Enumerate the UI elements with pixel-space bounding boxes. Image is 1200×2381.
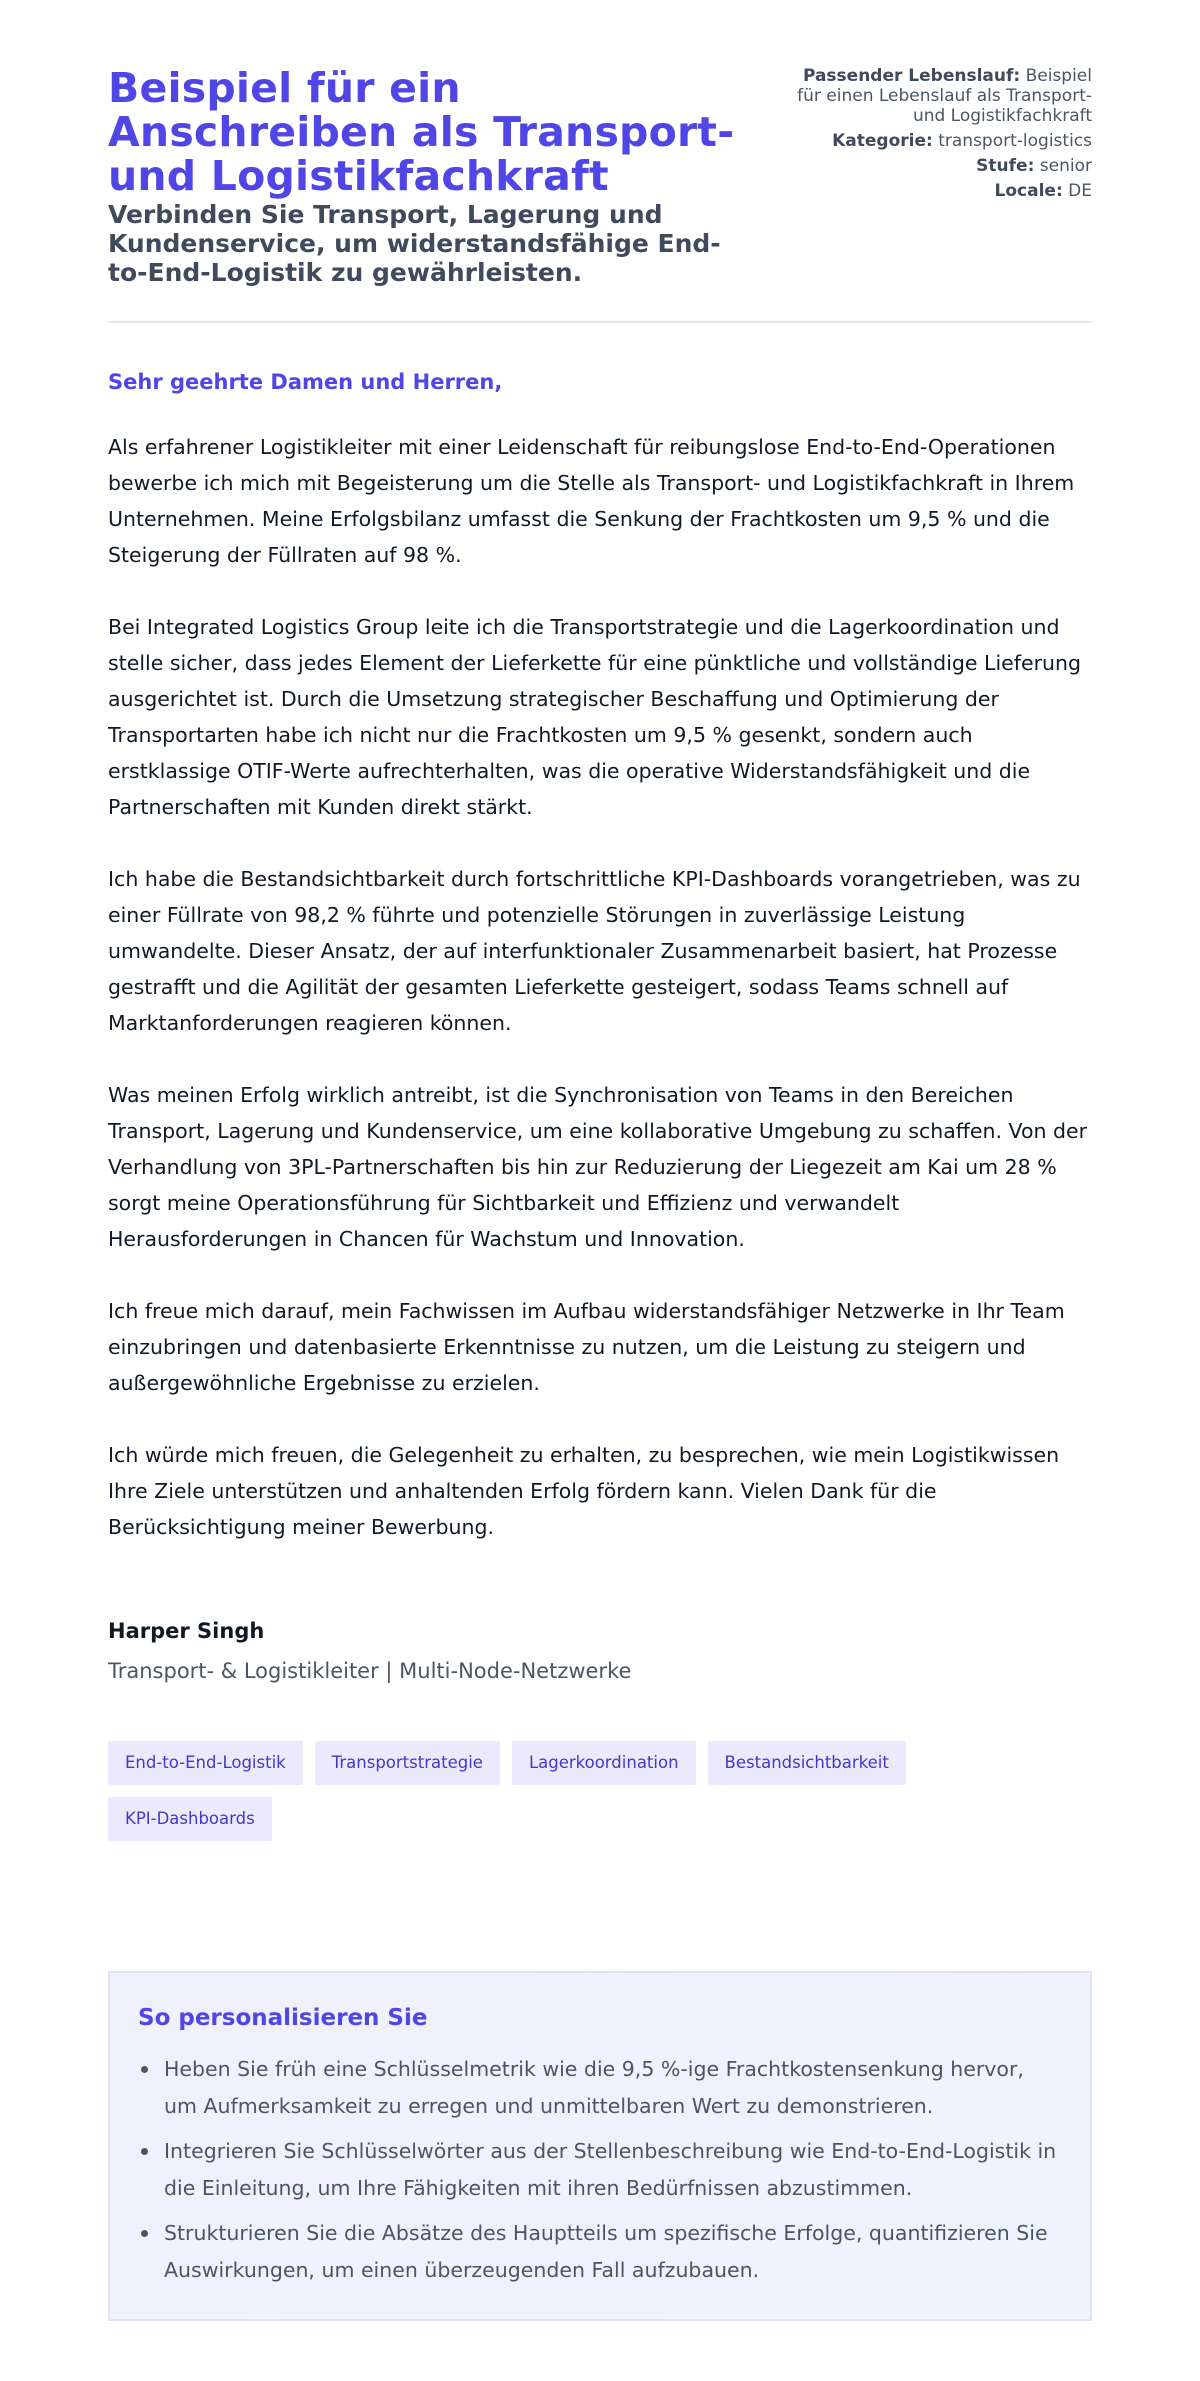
letter-paragraph: Ich freue mich darauf, mein Fachwissen im Aufbau widerstandsfähiger Netzwerke in Ihr Team einzubringen und datenbasierte Erkenntnisse zu nutzen, um die Leistung zu steigern und außergewöhnliche Ergebnisse zu erzielen. [108,1299,1065,1395]
page-header [108,66,1092,323]
signature-name: Harper Singh [108,1619,265,1643]
tip-item [138,2215,1060,2289]
bullet-icon [141,2230,148,2237]
tip-text: Integrieren Sie Schlüsselwörter aus der Stellenbeschreibung wie End-to-End-Logistik in die Einleitung, um Ihre Fähigkeiten mit ihren Bedürfnissen abzustimmen. [164,2139,1057,2200]
meta-level-value: senior [1039,156,1092,176]
skill-tag: KPI-Dashboards [108,1797,272,1841]
letter-paragraph: Ich habe die Bestandsichtbarkeit durch fortschrittliche KPI-Dashboards vorangetrieben, was zu einer Füllrate von 98,2 % führte und potenzielle Störungen in zuverlässige Leistung umwandelte. Dieser Ansatz, der auf interfunktionaler Zusammenarbeit basiert, hat Prozesse gestrafft und die Agilität der gesamten Lieferkette gesteigert, sodass Teams schnell auf Marktanforderungen reagieren können. [108,867,1081,1035]
tip-item [138,2051,1060,2125]
bullet-icon [141,2066,148,2073]
meta-resume-value: Beispiel für einen Lebenslauf als Transport- und Logistikfachkraft [797,66,1092,126]
meta-info [792,66,1092,206]
signature-block [108,1617,1092,1685]
meta-resume [792,66,1092,126]
personalization-tips [108,1971,1092,2321]
meta-locale [792,181,1092,201]
bullet-icon [141,2148,148,2155]
tip-text: Strukturieren Sie die Absätze des Hauptteils um spezifische Erfolge, quantifizieren Sie Auswirkungen, um einen überzeugenden Fall aufzubauen. [164,2221,1048,2282]
signature-title: Transport- & Logistikleiter | Multi-Node-Netzwerke [108,1659,632,1683]
meta-locale-value: DE [1068,181,1092,201]
letter-body [108,323,1092,1685]
meta-resume-label: Passender Lebenslauf: [802,66,1021,86]
letter-paragraph: Was meinen Erfolg wirklich antreibt, ist die Synchronisation von Teams in den Bereichen Transport, Lagerung und Kundenservice, um eine kollaborative Umgebung zu schaffen. Von der Verhandlung von 3PL-Partnerschaften bis hin zur Reduzierung der Liegezeit am Kai um 28 % sorgt meine Operationsführung für Sichtbarkeit und Effizienz und verwandelt Herausforderungen in Chancen für Wachstum und Innovation. [108,1083,1088,1251]
meta-category [792,131,1092,151]
tips-title: So personalisieren Sie [138,2005,428,2031]
meta-locale-label: Locale: [994,181,1063,201]
letter-paragraph: Ich würde mich freuen, die Gelegenheit zu erhalten, zu besprechen, wie mein Logistikwissen Ihre Ziele unterstützen und anhaltenden Erfolg fördern kann. Vielen Dank für die Berücksichtigung meiner Bewerbung. [108,1443,1060,1539]
meta-level [792,156,1092,176]
letter-paragraph: Bei Integrated Logistics Group leite ich die Transportstrategie und die Lagerkoordination und stelle sicher, dass jedes Element der Lieferkette für eine pünktliche und vollständige Lieferung ausgerichtet ist. Durch die Umsetzung strategischer Beschaffung und Optimierung der Transportarten habe ich nicht nur die Frachtkosten um 9,5 % gesenkt, sondern auch erstklassige OTIF-Werte aufrechterhalten, was die operative Widerstandsfähigkeit und die Partnerschaften mit Kunden direkt stärkt. [108,615,1082,819]
meta-level-label: Stufe: [976,156,1035,176]
page-subtitle: Verbinden Sie Transport, Lagerung und Kundenservice, um widerstandsfähige End-to-End-Logistik zu gewährleisten. [108,200,721,287]
tip-text: Heben Sie früh eine Schlüsselmetrik wie die 9,5 %-ige Frachtkostensenkung hervor, um Aufmerksamkeit zu erregen und unmittelbaren Wert zu demonstrieren. [164,2057,1024,2118]
skill-tag: Transportstrategie [315,1741,500,1785]
skill-tags [108,1741,968,1841]
skill-tag: End-to-End-Logistik [108,1741,303,1785]
letter-paragraph: Als erfahrener Logistikleiter mit einer Leidenschaft für reibungslose End-to-End-Operationen bewerbe ich mich mit Begeisterung um die Stelle als Transport- und Logistikfachkraft in Ihrem Unternehmen. Meine Erfolgsbilanz umfasst die Senkung der Frachtkosten um 9,5 % und die Steigerung der Füllraten auf 98 %. [108,435,1075,567]
tips-list [138,2051,1060,2289]
page-title: Beispiel für ein Anschreiben als Transport- und Logistikfachkraft [108,64,735,200]
skill-tag: Lagerkoordination [512,1741,696,1785]
meta-category-label: Kategorie: [832,131,933,151]
meta-category-value: transport-logistics [938,131,1092,151]
salutation: Sehr geehrte Damen und Herren, [108,370,503,394]
header-titles [108,66,748,287]
skill-tag: Bestandsichtbarkeit [708,1741,906,1785]
tip-item [138,2133,1060,2207]
